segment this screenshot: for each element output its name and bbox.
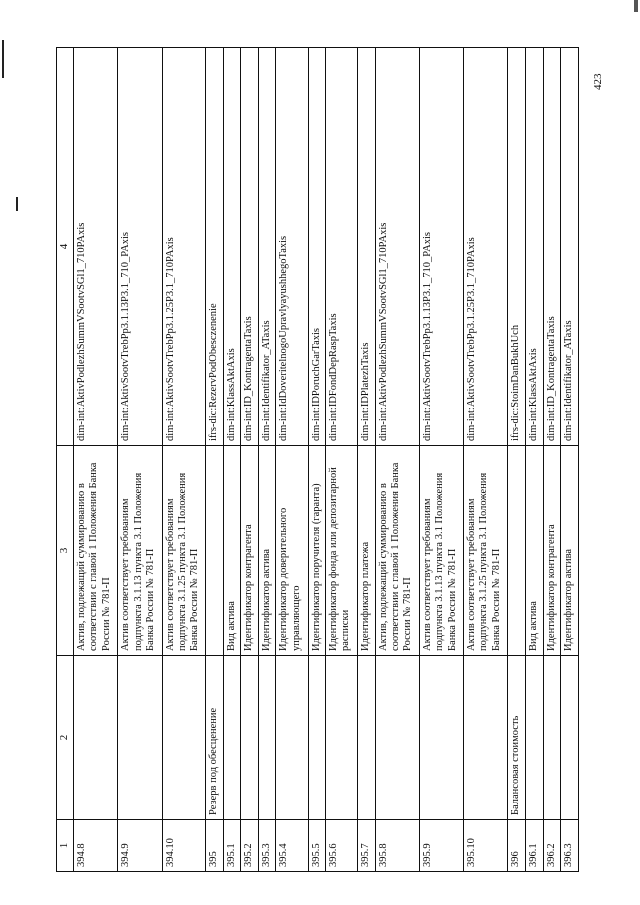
row-code-cell: ifrs-dic:StoimDanBukhUch [508,48,526,446]
row-code-cell: dim-int:IDPoruchGarTaxis [308,48,325,446]
row-description-cell: Идентификатор поручителя (гаранта) [308,446,325,656]
row-number-cell: 395.6 [325,820,357,872]
row-name-cell: Балансовая стоимость [508,656,526,820]
row-description-cell: Актив соответствует требованиям подпункта 3.1.13 пункта 3.1 Положения Банка России № 781-П [118,446,162,656]
table-row [205,48,223,872]
header-cell-1: 1 [57,820,74,872]
header-row [57,48,74,872]
row-number-cell: 395 [205,820,223,872]
table-row [325,48,357,872]
row-name-cell [561,656,579,820]
row-code-cell: dim-int:AktivSootvTrebPp3.1.25P3.1_710PAxis [162,48,205,446]
row-number-cell: 396.1 [526,820,543,872]
scan-mark [634,0,638,12]
scan-mark [16,197,18,211]
row-code-cell: dim-int:AktivPodlezhSummVSootvSGl1_710PAxis [375,48,419,446]
row-code-cell: dim-int:ID_KontragentaTaxis [543,48,560,446]
row-number-cell: 394.10 [162,820,205,872]
row-description-cell: Актив, подлежащий суммированию в соответствии с главой 1 Положения Банка России № 781-П [74,446,118,656]
row-name-cell [74,656,118,820]
table-row [308,48,325,872]
row-name-cell [276,656,308,820]
row-description-cell: Идентификатор контрагента [543,446,560,656]
row-code-cell: dim-int:ID_KontragentaTaxis [241,48,258,446]
row-number-cell: 396.3 [561,820,579,872]
table-body [57,48,579,872]
page-number: 423 [592,73,604,90]
header-cell-3: 3 [57,446,74,656]
data-table [56,47,579,872]
row-name-cell [526,656,543,820]
row-code-cell: ifrs-dic:RezervPodObesczenenie [205,48,223,446]
row-description-cell: Актив соответствует требованиям подпункта 3.1.25 пункта 3.1 Положения Банка России № 781-П [464,446,508,656]
row-name-cell: Резерв под обесценение [205,656,223,820]
rotated-page [56,48,579,872]
header-cell-2: 2 [57,656,74,820]
row-code-cell: dim-int:IdDoveritelnogoUpravlyayushhegoTaxis [276,48,308,446]
row-description-cell: Идентификатор актива [561,446,579,656]
row-description-cell: Актив, подлежащий суммированию в соответствии с главой 1 Положения Банка России № 781-П [375,446,419,656]
scan-mark [2,40,4,78]
row-number-cell: 395.10 [464,820,508,872]
table-row [241,48,258,872]
row-code-cell: dim-int:AktivSootvTrebPp3.1.13P3.1_710_PAxis [118,48,162,446]
table-row [258,48,275,872]
table-row [464,48,508,872]
row-code-cell: dim-int:AktivSootvTrebPp3.1.13P3.1_710_PAxis [419,48,463,446]
row-description-cell: Актив соответствует требованиям подпункта 3.1.25 пункта 3.1 Положения Банка России № 781-П [162,446,205,656]
table-row [223,48,240,872]
row-number-cell: 396 [508,820,526,872]
table-row [358,48,375,872]
row-name-cell [308,656,325,820]
header-cell-4: 4 [57,48,74,446]
row-description-cell: Вид актива [223,446,240,656]
row-number-cell: 395.2 [241,820,258,872]
row-name-cell [258,656,275,820]
row-number-cell: 394.9 [118,820,162,872]
row-description-cell: Идентификатор платежа [358,446,375,656]
row-code-cell: dim-int:KlassAktAxis [223,48,240,446]
table-row [508,48,526,872]
row-name-cell [543,656,560,820]
row-code-cell: dim-int:AktivPodlezhSummVSootvSGl1_710PAxis [74,48,118,446]
row-name-cell [464,656,508,820]
row-code-cell: dim-int:AktivSootvTrebPp3.1.25P3.1_710PAxis [464,48,508,446]
table-row [526,48,543,872]
table-row [276,48,308,872]
row-name-cell [118,656,162,820]
row-description-cell: Актив соответствует требованиям подпункта 3.1.13 пункта 3.1 Положения Банка России № 781-П [419,446,463,656]
row-description-cell: Идентификатор доверительного управляющего [276,446,308,656]
row-name-cell [162,656,205,820]
row-code-cell: dim-int:IDFondDepRaspTaxis [325,48,357,446]
row-number-cell: 395.1 [223,820,240,872]
row-description-cell [205,446,223,656]
row-name-cell [241,656,258,820]
table-row [118,48,162,872]
row-code-cell: dim-int:KlassAktAxis [526,48,543,446]
table-row [74,48,118,872]
row-number-cell: 395.5 [308,820,325,872]
table-row [543,48,560,872]
row-description-cell [508,446,526,656]
row-number-cell: 395.4 [276,820,308,872]
row-name-cell [419,656,463,820]
row-code-cell: dim-int:Identifikator_ATaxis [258,48,275,446]
table-row [162,48,205,872]
row-description-cell: Идентификатор актива [258,446,275,656]
row-number-cell: 396.2 [543,820,560,872]
row-description-cell: Идентификатор фонда или депозитарной расписки [325,446,357,656]
row-number-cell: 395.7 [358,820,375,872]
row-number-cell: 395.8 [375,820,419,872]
row-name-cell [358,656,375,820]
table-row [419,48,463,872]
row-code-cell: dim-int:IDPlatezhTaxis [358,48,375,446]
row-name-cell [375,656,419,820]
table-row [561,48,579,872]
row-name-cell [325,656,357,820]
row-description-cell: Идентификатор контрагента [241,446,258,656]
row-number-cell: 395.3 [258,820,275,872]
row-name-cell [223,656,240,820]
row-number-cell: 394.8 [74,820,118,872]
table-row [375,48,419,872]
row-code-cell: dim-int:Identifikator_ATaxis [561,48,579,446]
row-number-cell: 395.9 [419,820,463,872]
row-description-cell: Вид актива [526,446,543,656]
